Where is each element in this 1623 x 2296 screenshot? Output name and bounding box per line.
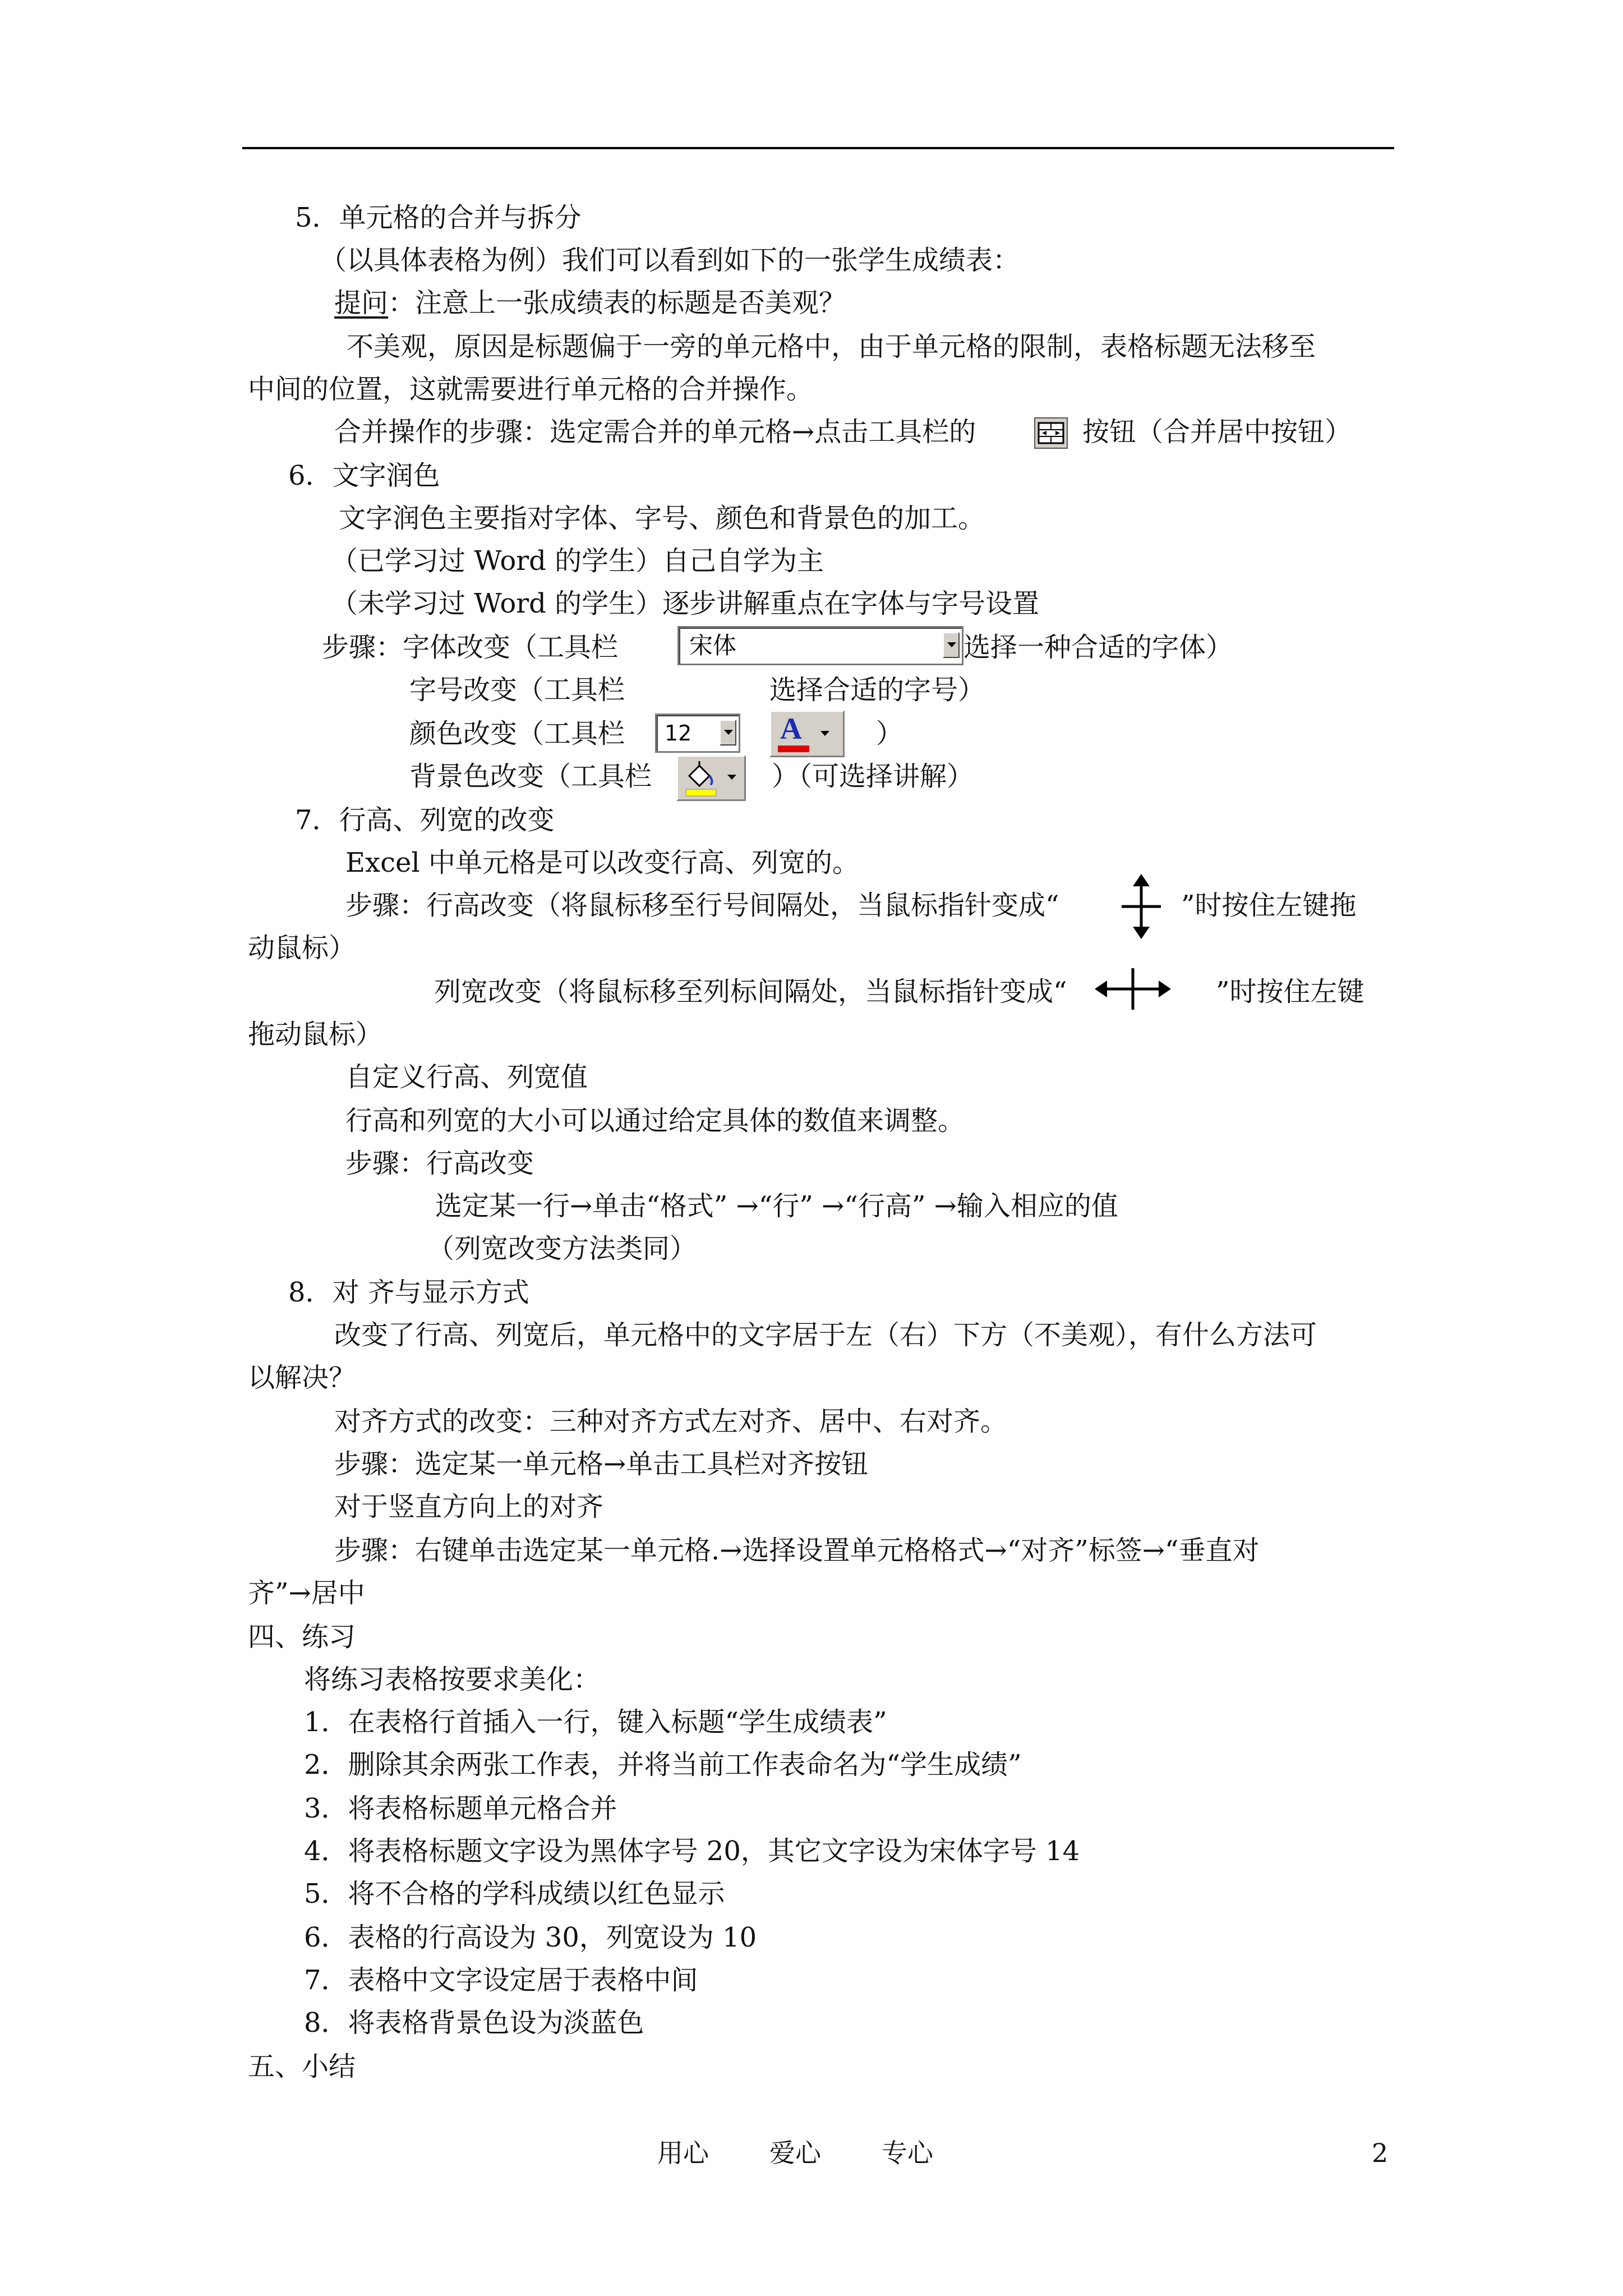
heading-summary: 五、小结	[248, 2051, 356, 2082]
heading-row-col-size: 7．行高、列宽的改变	[295, 804, 555, 836]
exercise-item: 5．将不合格的学科成绩以红色显示	[304, 1878, 725, 1910]
paragraph-line: 文字润色主要指对字体、字号、颜色和背景色的加工。	[339, 503, 985, 534]
footer-word: 用心	[657, 2138, 709, 2168]
row-height-steps: 选定某一行→单击“格式” →“行” →“行高” →输入相应的值	[435, 1190, 1118, 1222]
font-size-combo[interactable]	[655, 714, 740, 753]
footer-word: 专心	[882, 2138, 933, 2168]
col-step-text: 列宽改变（将鼠标移至列标间隔处，当鼠标指针变成“	[434, 976, 1067, 1007]
paragraph-line: 以解决？	[248, 1362, 356, 1393]
merge-steps-tail: 按钮（合并居中按钮）	[1082, 416, 1352, 448]
paragraph-line: 将练习表格按要求美化：	[304, 1664, 601, 1695]
paragraph-line: 步骤：选定某一单元格→单击工具栏对齐按钮	[334, 1448, 869, 1480]
heading-exercise: 四、练习	[248, 1621, 356, 1653]
chevron-down-icon[interactable]	[720, 720, 736, 746]
fill-color-button[interactable]	[676, 755, 746, 801]
heading-merge-split: 5．单元格的合并与拆分	[295, 202, 582, 233]
font-name-value: 宋体	[689, 632, 737, 659]
font-color-icon: A	[780, 712, 802, 746]
fill-color-icon	[681, 759, 721, 798]
question-label: 提问	[334, 287, 389, 319]
row-step-text: 步骤：行高改变（将鼠标移至行号间隔处，当鼠标指针变成“	[345, 890, 1059, 921]
paragraph-line: 不美观，原因是标题偏于一旁的单元格中，由于单元格的限制，表格标题无法移至	[347, 331, 1316, 362]
footer-word: 爱心	[769, 2138, 821, 2168]
page-number: 2	[1372, 2138, 1389, 2168]
paragraph-line: （以具体表格为例）我们可以看到如下的一张学生成绩表：	[320, 245, 1020, 276]
paragraph-line: （未学习过 Word 的学生）逐步讲解重点在字体与字号设置	[331, 588, 1040, 619]
paragraph-line: 对于竖直方向上的对齐	[334, 1491, 604, 1522]
paragraph-line: （已学习过 Word 的学生）自己自学为主	[331, 545, 824, 577]
row-step-tail: ”时按住左键拖	[1181, 890, 1357, 921]
size-step-tail: 选择合适的字号）	[769, 674, 985, 706]
heading-text-styling: 6．文字润色	[288, 460, 440, 491]
color-step-tail: ）	[876, 718, 903, 749]
bg-step-text: 背景色改变（工具栏	[409, 761, 652, 792]
exercise-item: 4．将表格标题文字设为黑体字号 20，其它文字设为宋体字号 14	[304, 1835, 1080, 1867]
paragraph-line: 行高和列宽的大小可以通过给定具体的数值来调整。	[345, 1105, 965, 1137]
paragraph-line: 自定义行高、列宽值	[345, 1061, 588, 1093]
exercise-item: 6．表格的行高设为 30，列宽设为 10	[304, 1922, 757, 1953]
paragraph-line: （列宽改变方法类同）	[427, 1233, 697, 1264]
paragraph-line: 中间的位置，这就需要进行单元格的合并操作。	[248, 374, 814, 405]
paragraph-line: 改变了行高、列宽后，单元格中的文字居于左（右）下方（不美观），有什么方法可	[334, 1319, 1317, 1351]
bg-step-tail: ）（可选择讲解）	[772, 761, 974, 792]
question-line	[334, 286, 846, 320]
paragraph-line: 拖动鼠标）	[248, 1019, 383, 1050]
paragraph-line: 对齐方式的改变：三种对齐方式左对齐、居中、右对齐。	[334, 1406, 1008, 1437]
question-text: ：注意上一张成绩表的标题是否美观？	[388, 287, 846, 319]
row-resize-cursor-icon	[1116, 873, 1166, 940]
size-step-text: 字号改变（工具栏	[409, 674, 625, 706]
paragraph-line: 步骤：行高改变	[345, 1148, 534, 1179]
font-color-swatch	[778, 746, 809, 752]
color-step-text: 颜色改变（工具栏	[409, 718, 625, 749]
font-name-combo[interactable]	[677, 626, 963, 665]
exercise-item: 8．将表格背景色设为淡蓝色	[304, 2007, 644, 2039]
col-step-tail: ”时按住左键	[1216, 976, 1364, 1007]
exercise-item: 1．在表格行首插入一行，键入标题“学生成绩表”	[304, 1706, 887, 1738]
chevron-down-icon[interactable]	[943, 632, 960, 658]
font-step-tail: 选择一种合适的字体）	[963, 632, 1233, 663]
chevron-down-icon[interactable]	[820, 731, 829, 736]
exercise-item: 2．删除其余两张工作表，并将当前工作表命名为“学生成绩”	[304, 1749, 1022, 1780]
exercise-item: 3．将表格标题单元格合并	[304, 1793, 617, 1824]
paragraph-line: 动鼠标）	[248, 932, 356, 964]
merge-steps-line	[334, 415, 976, 449]
merge-center-icon	[1034, 417, 1068, 449]
header-rule	[242, 147, 1394, 149]
chevron-down-icon[interactable]	[727, 775, 736, 780]
font-size-value: 12	[665, 721, 692, 746]
heading-alignment: 8．对 齐与显示方式	[288, 1277, 529, 1308]
exercise-item: 7．表格中文字设定居于表格中间	[304, 1964, 698, 1996]
font-step-text: 步骤：字体改变（工具栏	[322, 632, 619, 663]
merge-steps-text: 合并操作的步骤：选定需合并的单元格→点击工具栏的	[334, 416, 976, 448]
column-resize-cursor-icon	[1094, 964, 1172, 1014]
paragraph-line: 步骤：右键单击选定某一单元格.→选择设置单元格格式→“对齐”标签→“垂直对	[334, 1535, 1260, 1566]
paragraph-line: 齐”→居中	[248, 1577, 365, 1609]
font-color-button[interactable]	[769, 710, 845, 757]
paragraph-line: Excel 中单元格是可以改变行高、列宽的。	[345, 847, 860, 878]
